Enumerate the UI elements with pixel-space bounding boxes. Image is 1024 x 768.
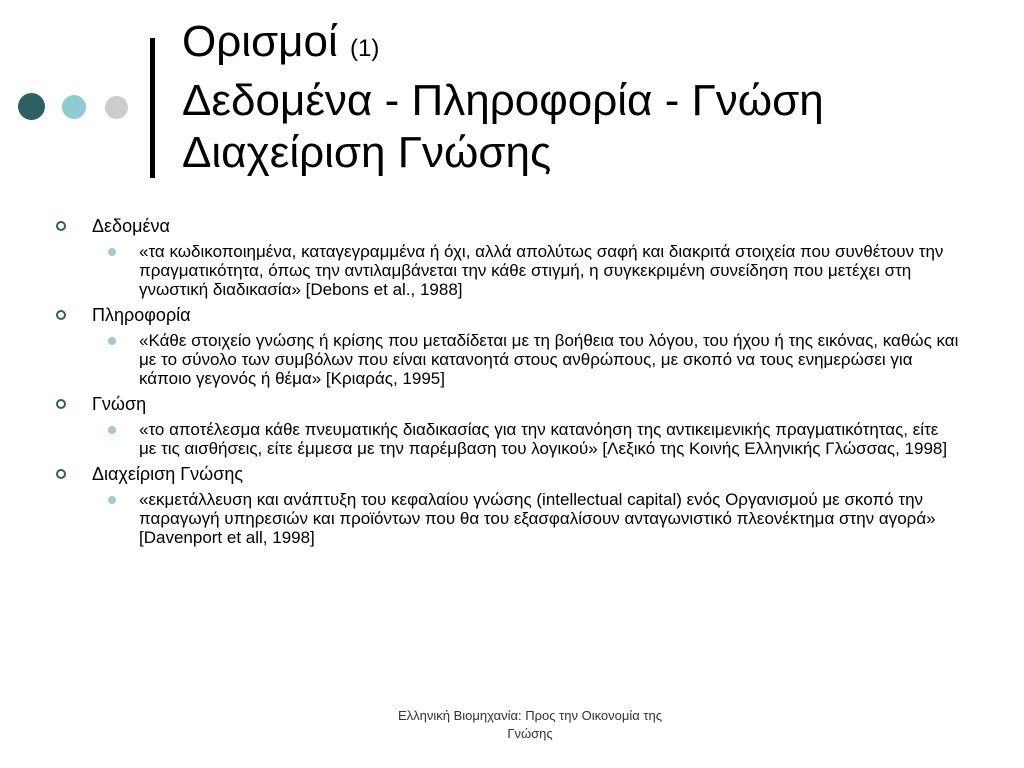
footer-line-2: Γνώσης bbox=[507, 726, 553, 741]
dot-bullet-icon bbox=[108, 426, 116, 434]
slide-title bbox=[182, 16, 1002, 179]
gray-dot-icon bbox=[105, 96, 128, 119]
section-heading-knowledge-management bbox=[55, 464, 960, 485]
title-main: Ορισμοί bbox=[182, 17, 338, 66]
definition-text: «το αποτέλεσμα κάθε πνευματικής διαδικασίας για την κατανόηση της αντικειμενικής πραγματικότητας, είτε με τις αισθήσεις, είτε έμμεσα με την παρέμβαση του λογικού» [Λεξικό της Κοινής Ελληνικής Γλώσσας, 1998] bbox=[139, 420, 948, 458]
ring-bullet-icon bbox=[56, 221, 66, 231]
dot-bullet-icon bbox=[108, 496, 116, 504]
definition-data bbox=[55, 242, 960, 299]
section-heading-information bbox=[55, 305, 960, 326]
section-heading-text: Γνώση bbox=[92, 394, 147, 414]
ring-bullet-icon bbox=[56, 310, 66, 320]
definition-text: «Κάθε στοιχείο γνώσης ή κρίσης που μεταδίδεται με τη βοήθεια του λόγου, του ήχου ή της εικόνας, καθώς και με το σύνολο των συμβόλων που είναι κατανοητά στους ανθρώπους, με σκοπό να τους ενημερώσει για κάποιο γεγονός ή θέμα» [Κριαράς, 1995] bbox=[139, 331, 959, 388]
slide-content bbox=[55, 216, 960, 553]
ring-bullet-icon bbox=[56, 469, 66, 479]
section-heading-knowledge bbox=[55, 394, 960, 415]
definition-knowledge bbox=[55, 420, 960, 458]
section-heading-text: Δεδομένα bbox=[92, 216, 170, 236]
section-heading-data bbox=[55, 216, 960, 237]
definition-information bbox=[55, 331, 960, 388]
definition-text: «εκμετάλλευση και ανάπτυξη του κεφαλαίου γνώσης (intellectual capital) ενός Οργανισμού με σκοπό την παραγωγή υπηρεσιών και προϊόντων που θα του εξασφαλίσουν ανταγωνιστικό πλεονέκτημα στην αγορά» [Davenport et all, 1998] bbox=[139, 490, 936, 547]
decorative-dots bbox=[0, 0, 150, 200]
section-heading-text: Διαχείριση Γνώσης bbox=[92, 464, 244, 484]
title-line-3: Διαχείριση Γνώσης bbox=[182, 128, 552, 177]
slide-footer bbox=[370, 707, 690, 743]
light-teal-dot-icon bbox=[62, 95, 86, 119]
section-heading-text: Πληροφορία bbox=[92, 305, 191, 325]
definition-knowledge-management bbox=[55, 490, 960, 547]
footer-line-1: Ελληνική Βιομηχανία: Προς την Οικονομία της bbox=[397, 708, 663, 723]
title-divider-line bbox=[150, 38, 155, 178]
definition-text: «τα κωδικοποιημένα, καταγεγραμμένα ή όχι, αλλά απολύτως σαφή και διακριτά στοιχεία που συνθέτουν την πραγματικότητα, όπως την αντιλαμβάνεται την κάθε στιγμή, η συγκεκριμένη συνείδηση που μετέχει στη γνωστική διαδικασία» [Debons et al., 1988] bbox=[139, 242, 944, 299]
title-suffix: (1) bbox=[350, 35, 380, 62]
title-line-2: Δεδομένα - Πληροφορία - Γνώση bbox=[182, 76, 824, 125]
title-line-1 bbox=[182, 16, 1002, 75]
dot-bullet-icon bbox=[108, 248, 116, 256]
ring-bullet-icon bbox=[56, 399, 66, 409]
dark-teal-dot-icon bbox=[18, 93, 45, 120]
dot-bullet-icon bbox=[108, 337, 116, 345]
